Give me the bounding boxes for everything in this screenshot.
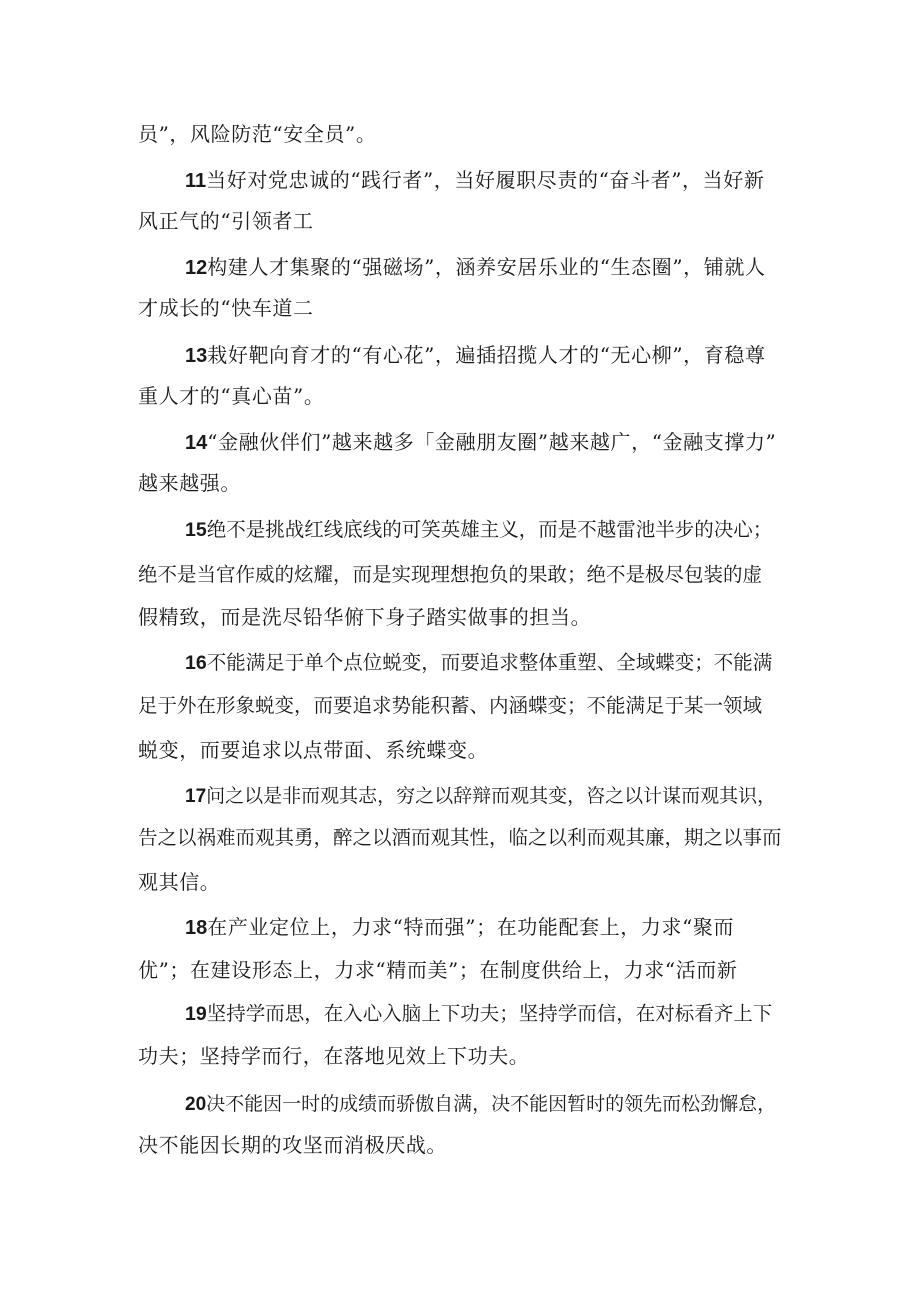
paragraph-15-line-3: 假精致，而是洗尽铅华俯下身子踏实做事的担当。 <box>138 605 592 629</box>
item-number: 11 <box>185 170 207 192</box>
paragraph-15-line-1 <box>185 516 788 544</box>
paragraph-19-line-2: 功夫；坚持学而行，在落地见效上下功夫。 <box>138 1044 530 1068</box>
paragraph-20-line-1 <box>185 1090 788 1119</box>
paragraph-text: 不能满足于单个点位蜕变，而要追求整体重塑、全域蝶变；不能满 <box>206 651 773 674</box>
paragraph-16-line-2: 足于外在形象蜕变，而要追求势能积蓄、内涵蝶变；不能满足于某一领域 <box>138 694 763 717</box>
paragraph-text: “金融伙伴们”越来越多「金融朋友圈”越来越广，“金融支撑力” <box>207 430 777 454</box>
paragraph-13-line-2: 重人才的“真心苗”。 <box>138 384 325 408</box>
item-number: 19 <box>185 1003 207 1025</box>
item-number: 17 <box>185 786 207 807</box>
paragraph-17-line-2: 告之以祸难而观其勇，醉之以酒而观其性，临之以利而观其廉，期之以事而 <box>138 826 782 849</box>
paragraph-text: 在产业定位上，力求“特而强”；在功能配套上，力求“聚而 <box>207 915 735 939</box>
paragraph-16-line-1 <box>185 649 788 677</box>
paragraph-text: 构建人才集聚的“强磁场”，涵养安居乐业的“生态圈”，铺就人 <box>207 255 766 279</box>
paragraph-19-line-1 <box>185 1000 788 1028</box>
paragraph-17-line-1 <box>185 782 788 811</box>
paragraph-14-line-2: 越来越强。 <box>138 471 241 495</box>
item-number: 20 <box>185 1094 207 1115</box>
paragraph-14-line-1 <box>185 428 788 457</box>
paragraph-text: 绝不是挑战红线底线的可笑英雄主义，而是不越雷池半步的决心； <box>206 518 773 541</box>
item-number: 14 <box>185 432 208 454</box>
paragraph-18-line-2: 优”；在建设形态上，力求“精而美”；在制度供给上，力求“活而新 <box>138 958 738 982</box>
paragraph-16-line-3: 蜕变，而要追求以点带面、系统蝶变。 <box>138 738 489 762</box>
paragraph-17-line-3: 观其信。 <box>138 870 221 894</box>
paragraph-20-line-2: 决不能因长期的攻坚而消极厌战。 <box>138 1133 447 1157</box>
paragraph-text: 坚持学而思，在入心入脑上下功夫；坚持学而信，在对标看齐上下 <box>206 1002 773 1025</box>
paragraph-15-line-2: 绝不是当官作威的炫耀，而是实现理想抱负的果敢；绝不是极尽包装的虚 <box>138 563 763 586</box>
item-number: 16 <box>185 652 207 674</box>
paragraph-10-line-1: 员”，风险防范“安全员”。 <box>138 122 377 146</box>
paragraph-12-line-2: 才成长的“快车道二 <box>138 296 314 320</box>
item-number: 12 <box>185 257 208 279</box>
paragraph-text: 当好对党忠诚的“践行者”，当好履职尽责的“奋斗者”，当好新 <box>206 168 765 192</box>
item-number: 18 <box>185 917 208 939</box>
paragraph-text: 问之以是非而观其志，穷之以辞辩而观其变，咨之以计谋而观其识， <box>206 785 777 807</box>
paragraph-13-line-1 <box>185 341 788 370</box>
item-number: 15 <box>185 519 207 541</box>
item-number: 13 <box>185 345 208 367</box>
paragraph-18-line-1 <box>185 913 788 942</box>
paragraph-text: 决不能因一时的成绩而骄傲自满，决不能因暂时的领先而松劲懈怠， <box>206 1093 777 1115</box>
paragraph-11-line-2: 风正气的“引领者工 <box>138 209 314 233</box>
paragraph-11-line-1 <box>185 166 788 195</box>
paragraph-12-line-1 <box>185 253 788 282</box>
paragraph-text: 栽好靶向育才的“有心花”，遍插招揽人才的“无心柳”，育稳尊 <box>207 343 766 367</box>
